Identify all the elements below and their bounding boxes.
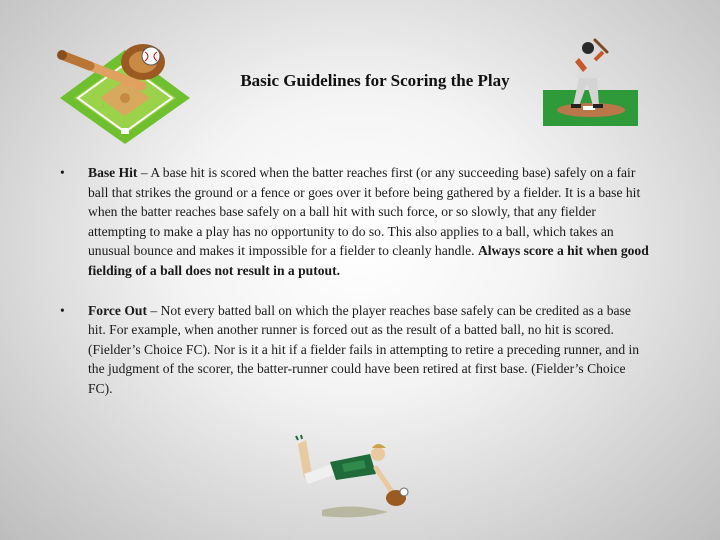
bullet-item-force-out: [60, 301, 650, 399]
bullet-list: [60, 163, 650, 419]
term-separator: –: [137, 165, 151, 180]
slide-title: Basic Guidelines for Scoring the Play: [240, 71, 510, 91]
term-separator: –: [147, 302, 161, 318]
force-out-description: Not every batted ball on which the player reaches base safely can be credited as a base hit. For example, when another runner is forced out as the result of a batted ball, no hit is scored. (Fielder’s Choice FC). Nor is it a hit if a fielder fails in attempting to retire a preceding runner, and in the judgment of the scorer, the batter-runner could have been retired at first base. (Fielder’s Choice FC).: [88, 302, 640, 396]
term-force-out: Force Out: [88, 302, 148, 318]
bullet-marker: •: [60, 165, 65, 180]
bullet-marker: •: [60, 302, 65, 318]
diving-fielder-icon: [292, 434, 412, 522]
batter-at-plate-icon: [543, 34, 638, 126]
base-hit-description: A base hit is scored when the batter reaches first (or any succeeding base) safely on a fair ball that strikes the ground or a fence or goes over it before being gathered by a fielder. It is a base hit when the batter reaches base safely on a ball hit with such force, or so slowly, that any fielder attempting to make a play has no opportunity to do so. This also applies to a ball, which takes an unusual bounce and makes it impossible for a fielder to cleanly handle.: [88, 165, 641, 259]
term-base-hit: Base Hit: [88, 165, 138, 180]
base-hit-emphasis: Always score a hit when good fielding of a ball does not result in a putout.: [88, 243, 649, 278]
bullet-item-base-hit: [60, 163, 650, 281]
